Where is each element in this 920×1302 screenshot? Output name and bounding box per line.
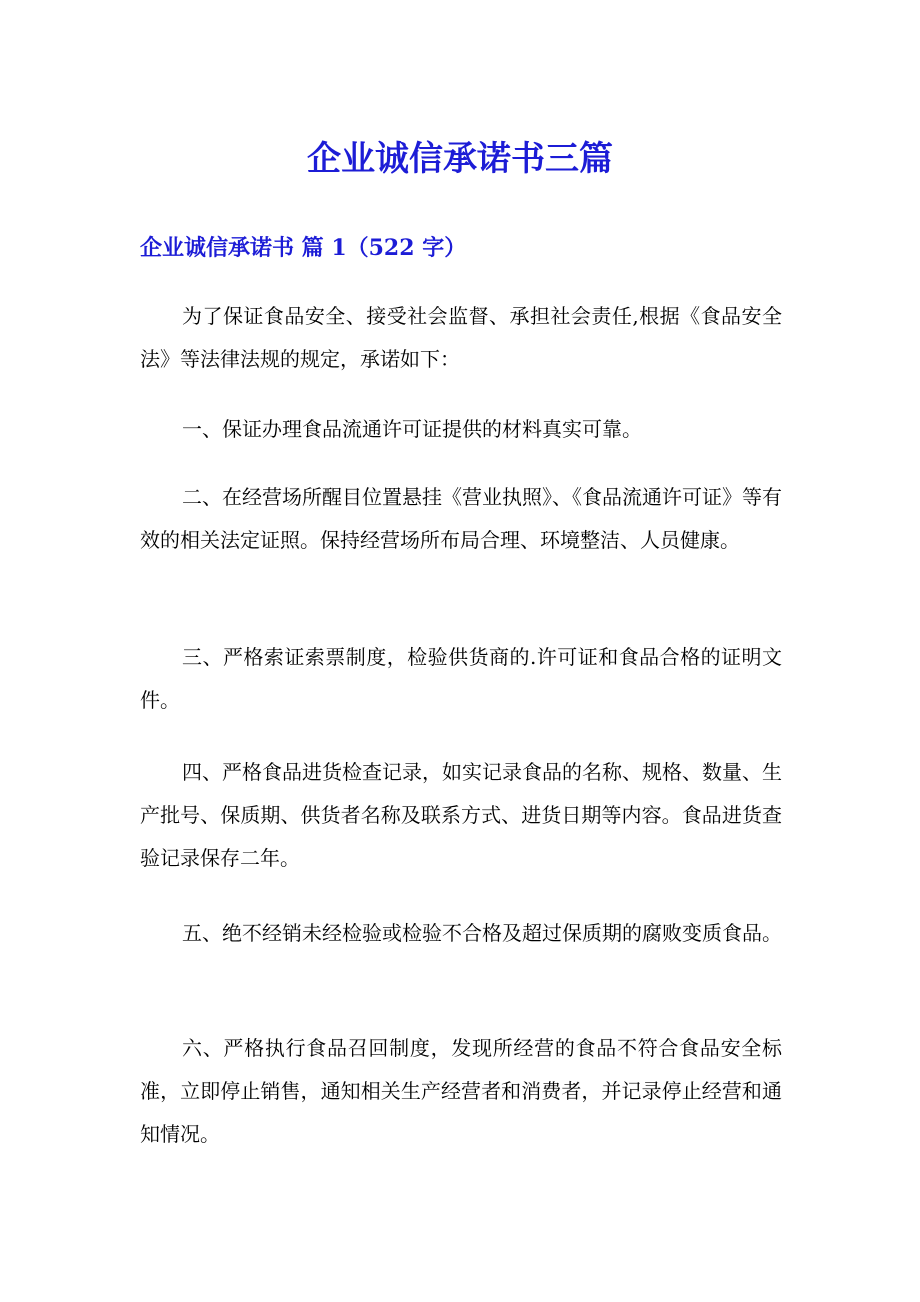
clause-4-paragraph: 四、严格食品进货检查记录，如实记录食品的名称、规格、数量、生产批号、保质期、供货者名称及联系方式、进货日期等内容。食品进货查验记录保存二年。 bbox=[140, 760, 782, 870]
clause-1-paragraph: 一、保证办理食品流通许可证提供的材料真实可靠。 bbox=[182, 417, 642, 441]
document-title: 企业诚信承诺书三篇 bbox=[307, 139, 613, 179]
intro-paragraph: 为了保证食品安全、接受社会监督、承担社会责任,根据《食品安全法》等法律法规的规定，承诺如下： bbox=[140, 304, 782, 371]
section-heading: 企业诚信承诺书 篇 1（522 字） bbox=[140, 235, 467, 261]
clause-3-paragraph: 三、严格索证索票制度，检验供货商的.许可证和食品合格的证明文件。 bbox=[140, 645, 782, 712]
clause-2-paragraph: 二、在经营场所醒目位置悬挂《营业执照》、《食品流通许可证》等有效的相关法定证照。保持经营场所布局合理、环境整洁、人员健康。 bbox=[140, 485, 782, 552]
clause-6-paragraph: 六、严格执行食品召回制度，发现所经营的食品不符合食品安全标准，立即停止销售，通知相关生产经营者和消费者，并记录停止经营和通知情况。 bbox=[140, 1036, 782, 1146]
clause-5-paragraph: 五、绝不经销未经检验或检验不合格及超过保质期的腐败变质食品。 bbox=[182, 921, 782, 945]
